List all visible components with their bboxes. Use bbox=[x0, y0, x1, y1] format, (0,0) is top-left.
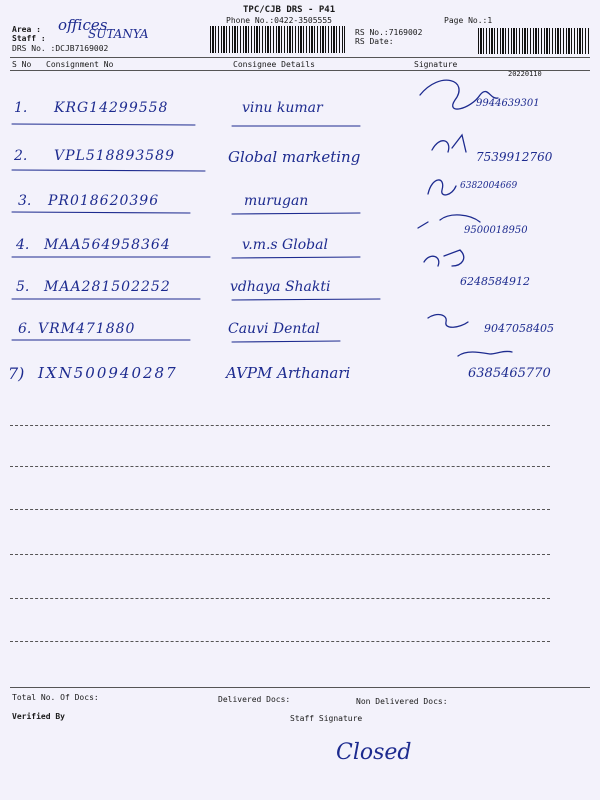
page-number: Page No.:1 bbox=[444, 16, 493, 25]
entry-sno: 6. bbox=[18, 321, 32, 337]
entry-signature-note: 9047058405 bbox=[484, 322, 554, 335]
rs-number: RS No.:7169002 bbox=[355, 28, 423, 37]
entry-consignment: IXN500940287 bbox=[38, 364, 178, 382]
staff-label: Staff : bbox=[12, 34, 46, 43]
column-consignee: Consignee Details bbox=[233, 60, 315, 69]
staff-value: SUTANYA bbox=[88, 27, 149, 41]
entry-consignee: murugan bbox=[244, 193, 309, 209]
blank-row-line bbox=[10, 641, 550, 642]
entry-consignment: KRG14299558 bbox=[54, 100, 169, 116]
rs-date: RS Date: bbox=[355, 37, 394, 46]
entry-signature-note: 6382004669 bbox=[460, 181, 518, 191]
entry-consignment: MAA564958364 bbox=[44, 237, 171, 253]
area-label: Area : bbox=[12, 25, 41, 34]
entry-consignee: v.m.s Global bbox=[242, 237, 328, 253]
entry-consignment: VPL518893589 bbox=[54, 148, 175, 164]
drs-number: DRS No. :DCJB7169002 bbox=[12, 44, 109, 53]
column-signature: Signature bbox=[414, 60, 458, 69]
staff-signature-label: Staff Signature bbox=[290, 714, 363, 723]
area-value: offices bbox=[58, 16, 108, 34]
entry-signature-note: 7539912760 bbox=[476, 150, 553, 164]
blank-row-line bbox=[10, 554, 550, 555]
total-docs: Total No. Of Docs: bbox=[12, 693, 99, 702]
entry-sno: 3. bbox=[18, 193, 32, 209]
delivered-docs: Delivered Docs: bbox=[218, 695, 291, 704]
blank-row-line bbox=[10, 425, 550, 426]
document-title: TPC/CJB DRS - P41 bbox=[243, 5, 336, 15]
date-stamp: 20220110 bbox=[508, 70, 542, 78]
column-sno: S No bbox=[12, 60, 32, 69]
entry-consignee: vdhaya Shakti bbox=[230, 279, 331, 295]
entry-underline bbox=[12, 212, 190, 213]
entry-underline bbox=[12, 170, 205, 171]
entry-underline bbox=[232, 299, 380, 300]
entry-sno: 2. bbox=[14, 148, 28, 164]
entry-signature-note: 6385465770 bbox=[468, 366, 551, 381]
entry-signature-note: 6248584912 bbox=[460, 275, 530, 288]
footer-divider bbox=[10, 687, 590, 688]
entry-sno: 7) bbox=[8, 364, 25, 383]
column-consignment: Consignment No bbox=[46, 60, 114, 69]
entry-consignment: VRM471880 bbox=[38, 321, 136, 337]
entry-consignment: MAA281502252 bbox=[44, 279, 171, 295]
entry-signature-note: 9944639301 bbox=[476, 98, 540, 109]
entry-sno: 4. bbox=[16, 237, 30, 253]
entry-consignee: vinu kumar bbox=[242, 100, 323, 116]
closed-note: Closed bbox=[336, 740, 412, 765]
entry-consignee: Cauvi Dental bbox=[228, 321, 320, 337]
phone-number: Phone No.:0422-3505555 bbox=[226, 16, 332, 25]
entry-underline bbox=[232, 213, 360, 214]
verified-by: Verified By bbox=[12, 712, 65, 721]
entry-sno: 5. bbox=[16, 279, 30, 295]
non-delivered-docs: Non Delivered Docs: bbox=[356, 697, 448, 706]
entry-underline bbox=[232, 341, 340, 342]
signature-scribbles bbox=[418, 80, 512, 356]
entry-signature-note: 9500018950 bbox=[464, 225, 528, 236]
entry-underline bbox=[232, 257, 360, 258]
entry-sno: 1. bbox=[14, 100, 28, 116]
entry-consignee: Global marketing bbox=[228, 148, 361, 166]
blank-row-line bbox=[10, 466, 550, 467]
entry-consignment: PR018620396 bbox=[48, 193, 160, 209]
blank-row-line bbox=[10, 598, 550, 599]
blank-row-line bbox=[10, 509, 550, 510]
entry-consignee: AVPM Arthanari bbox=[226, 364, 351, 382]
entry-underline bbox=[12, 124, 195, 125]
